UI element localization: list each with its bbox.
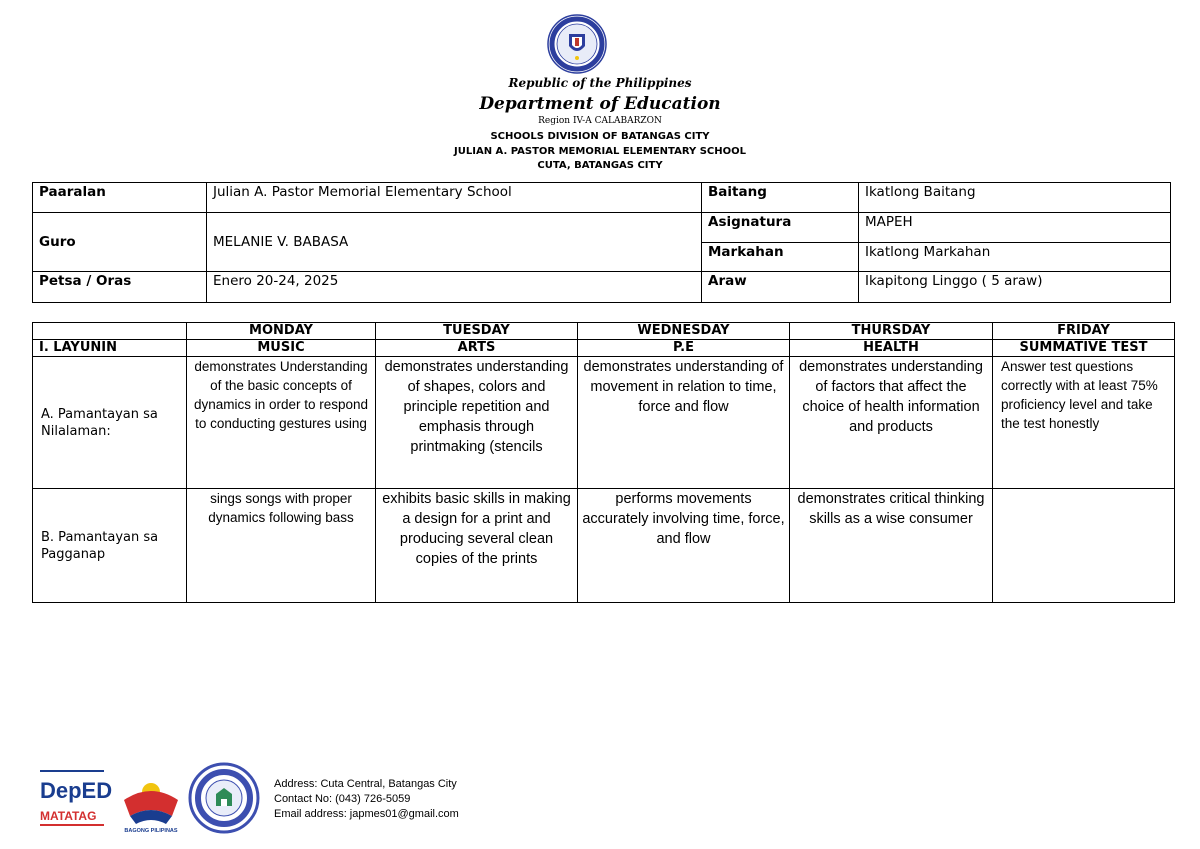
markahan-value: Ikatlong Markahan [859, 243, 1171, 272]
content-cell: demonstrates understanding of factors that affect the choice of health information and products [790, 357, 993, 489]
contact-text: Contact No: (043) 726-5059 [274, 793, 411, 805]
paaralan-value: Julian A. Pastor Memorial Elementary School [207, 183, 702, 213]
markahan-label: Markahan [702, 243, 859, 272]
asignatura-value: MAPEH [859, 213, 1171, 243]
petsa-label: Petsa / Oras [33, 272, 207, 303]
corner-cell [33, 323, 187, 340]
baitang-label: Baitang [702, 183, 859, 213]
paaralan-label: Paaralan [33, 183, 207, 213]
content-cell [993, 489, 1175, 603]
subject-header: SUMMATIVE TEST [993, 340, 1175, 357]
content-cell: demonstrates Understanding of the basic concepts of dynamics in order to respond to conducting gestures using [187, 357, 376, 489]
division-line: SCHOOLS DIVISION OF BATANGAS CITY [490, 131, 710, 142]
petsa-value: Enero 20-24, 2025 [207, 272, 702, 303]
email-text: Email address: japmes01@gmail.com [274, 808, 459, 820]
content-cell: sings songs with proper dynamics following bass [187, 489, 376, 603]
lesson-plan-table [32, 322, 1175, 603]
guro-label: Guro [33, 213, 207, 272]
footer-logos [38, 762, 263, 834]
guro-value: MELANIE V. BABASA [207, 213, 702, 272]
location-line: CUTA, BATANGAS CITY [537, 160, 663, 171]
content-cell: exhibits basic skills in making a design for a print and producing several clean copies of the prints [376, 489, 578, 603]
baitang-value: Ikatlong Baitang [859, 183, 1171, 213]
bagong-pilipinas-text: BAGONG PILIPINAS [124, 828, 178, 834]
day-header: MONDAY [187, 323, 376, 340]
content-cell: demonstrates understanding of shapes, colors and principle repetition and emphasis through printmaking (stencils [376, 357, 578, 489]
content-cell: demonstrates critical thinking skills as a wise consumer [790, 489, 993, 603]
school-line: JULIAN A. PASTOR MEMORIAL ELEMENTARY SCHOOL [454, 146, 746, 157]
asignatura-label: Asignatura [702, 213, 859, 243]
content-cell: Answer test questions correctly with at least 75% proficiency level and take the test honestly [993, 357, 1175, 489]
layunin-label: I. LAYUNIN [33, 340, 187, 357]
araw-label: Araw [702, 272, 859, 303]
region-line: Region IV-A CALABARZON [538, 116, 662, 126]
day-header: TUESDAY [376, 323, 578, 340]
deped-seal-logo [547, 14, 607, 74]
araw-value: Ikapitong Linggo ( 5 araw) [859, 272, 1171, 303]
content-cell: demonstrates understanding of movement in relation to time, force and flow [578, 357, 790, 489]
info-table [32, 182, 1171, 303]
address-text: Address: Cuta Central, Batangas City [274, 778, 457, 790]
school-logo [190, 764, 258, 832]
subject-header: MUSIC [187, 340, 376, 357]
bagong-pilipinas-logo [124, 783, 178, 834]
row-label: B. Pamantayan sa Pagganap [33, 489, 187, 603]
republic-line: Republic of the Philippines [508, 76, 692, 90]
table-row [33, 357, 1175, 489]
day-header: WEDNESDAY [578, 323, 790, 340]
row-label: A. Pamantayan sa Nilalaman: [33, 357, 187, 489]
subject-header: ARTS [376, 340, 578, 357]
subject-header: P.E [578, 340, 790, 357]
department-line: Department of Education [479, 94, 721, 114]
matatag-text: MATATAG [40, 809, 97, 823]
table-row [33, 489, 1175, 603]
day-header: THURSDAY [790, 323, 993, 340]
footer-contact [274, 777, 459, 822]
deped-logo-text: DepED [40, 778, 113, 803]
day-header: FRIDAY [993, 323, 1175, 340]
deped-matatag-logo [40, 770, 112, 826]
subject-header: HEALTH [790, 340, 993, 357]
content-cell: performs movements accurately involving time, force, and flow [578, 489, 790, 603]
